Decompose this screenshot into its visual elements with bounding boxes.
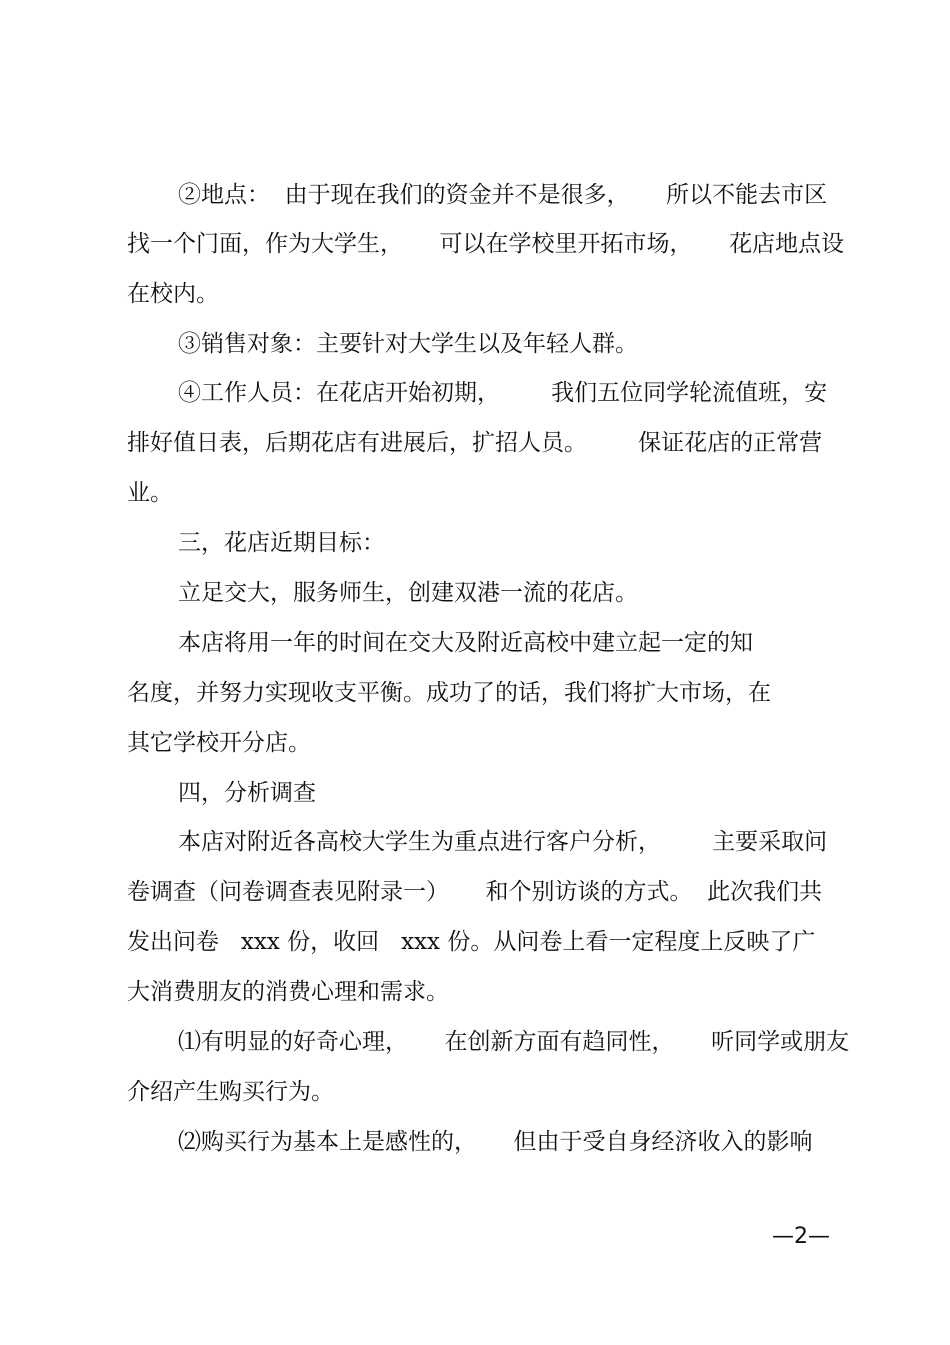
text-line: ④工作人员：在花店开始初期， 我们五位同学轮流值班，安 [178,380,828,406]
text-line: 找一个门面，作为大学生， 可以在学校里开拓市场， 花店地点设 [127,231,845,257]
text-line: 大消费朋友的消费心理和需求。 [127,979,449,1005]
section-heading: 四，分析调查 [178,780,316,806]
text-line: 在校内。 [127,281,219,307]
text-line: ②地点： 由于现在我们的资金并不是很多， 所以不能去市区 [178,182,828,208]
text-line: 卷调查（问卷调查表见附录一） 和个别访谈的方式。 此次我们共 [127,879,823,905]
text-line: 业。 [127,480,173,506]
text-line: 排好值日表，后期花店有进展后，扩招人员。 保证花店的正常营 [127,430,823,456]
page-number: —2— [772,1224,830,1249]
text-line: 其它学校开分店。 [127,730,311,756]
text-line: ③销售对象：主要针对大学生以及年轻人群。 [178,331,638,357]
section-heading: 三，花店近期目标： [178,530,385,556]
text-line: ⑵购买行为基本上是感性的， 但由于受自身经济收入的影响 [178,1129,813,1155]
text-line: ⑴有明显的好奇心理， 在创新方面有趋同性， 听同学或朋友 [178,1029,850,1055]
text-line: 本店对附近各高校大学生为重点进行客户分析， 主要采取问 [178,829,828,855]
text-line: 立足交大，服务师生，创建双港一流的花店。 [178,580,638,606]
text-line: 名度，并努力实现收支平衡。成功了的话，我们将扩大市场，在 [127,680,771,706]
text-line: 发出问卷 xxx 份，收回 xxx 份。从问卷上看一定程度上反映了广 [127,929,816,955]
text-line: 介绍产生购买行为。 [127,1079,334,1105]
text-line: 本店将用一年的时间在交大及附近高校中建立起一定的知 [178,630,753,656]
